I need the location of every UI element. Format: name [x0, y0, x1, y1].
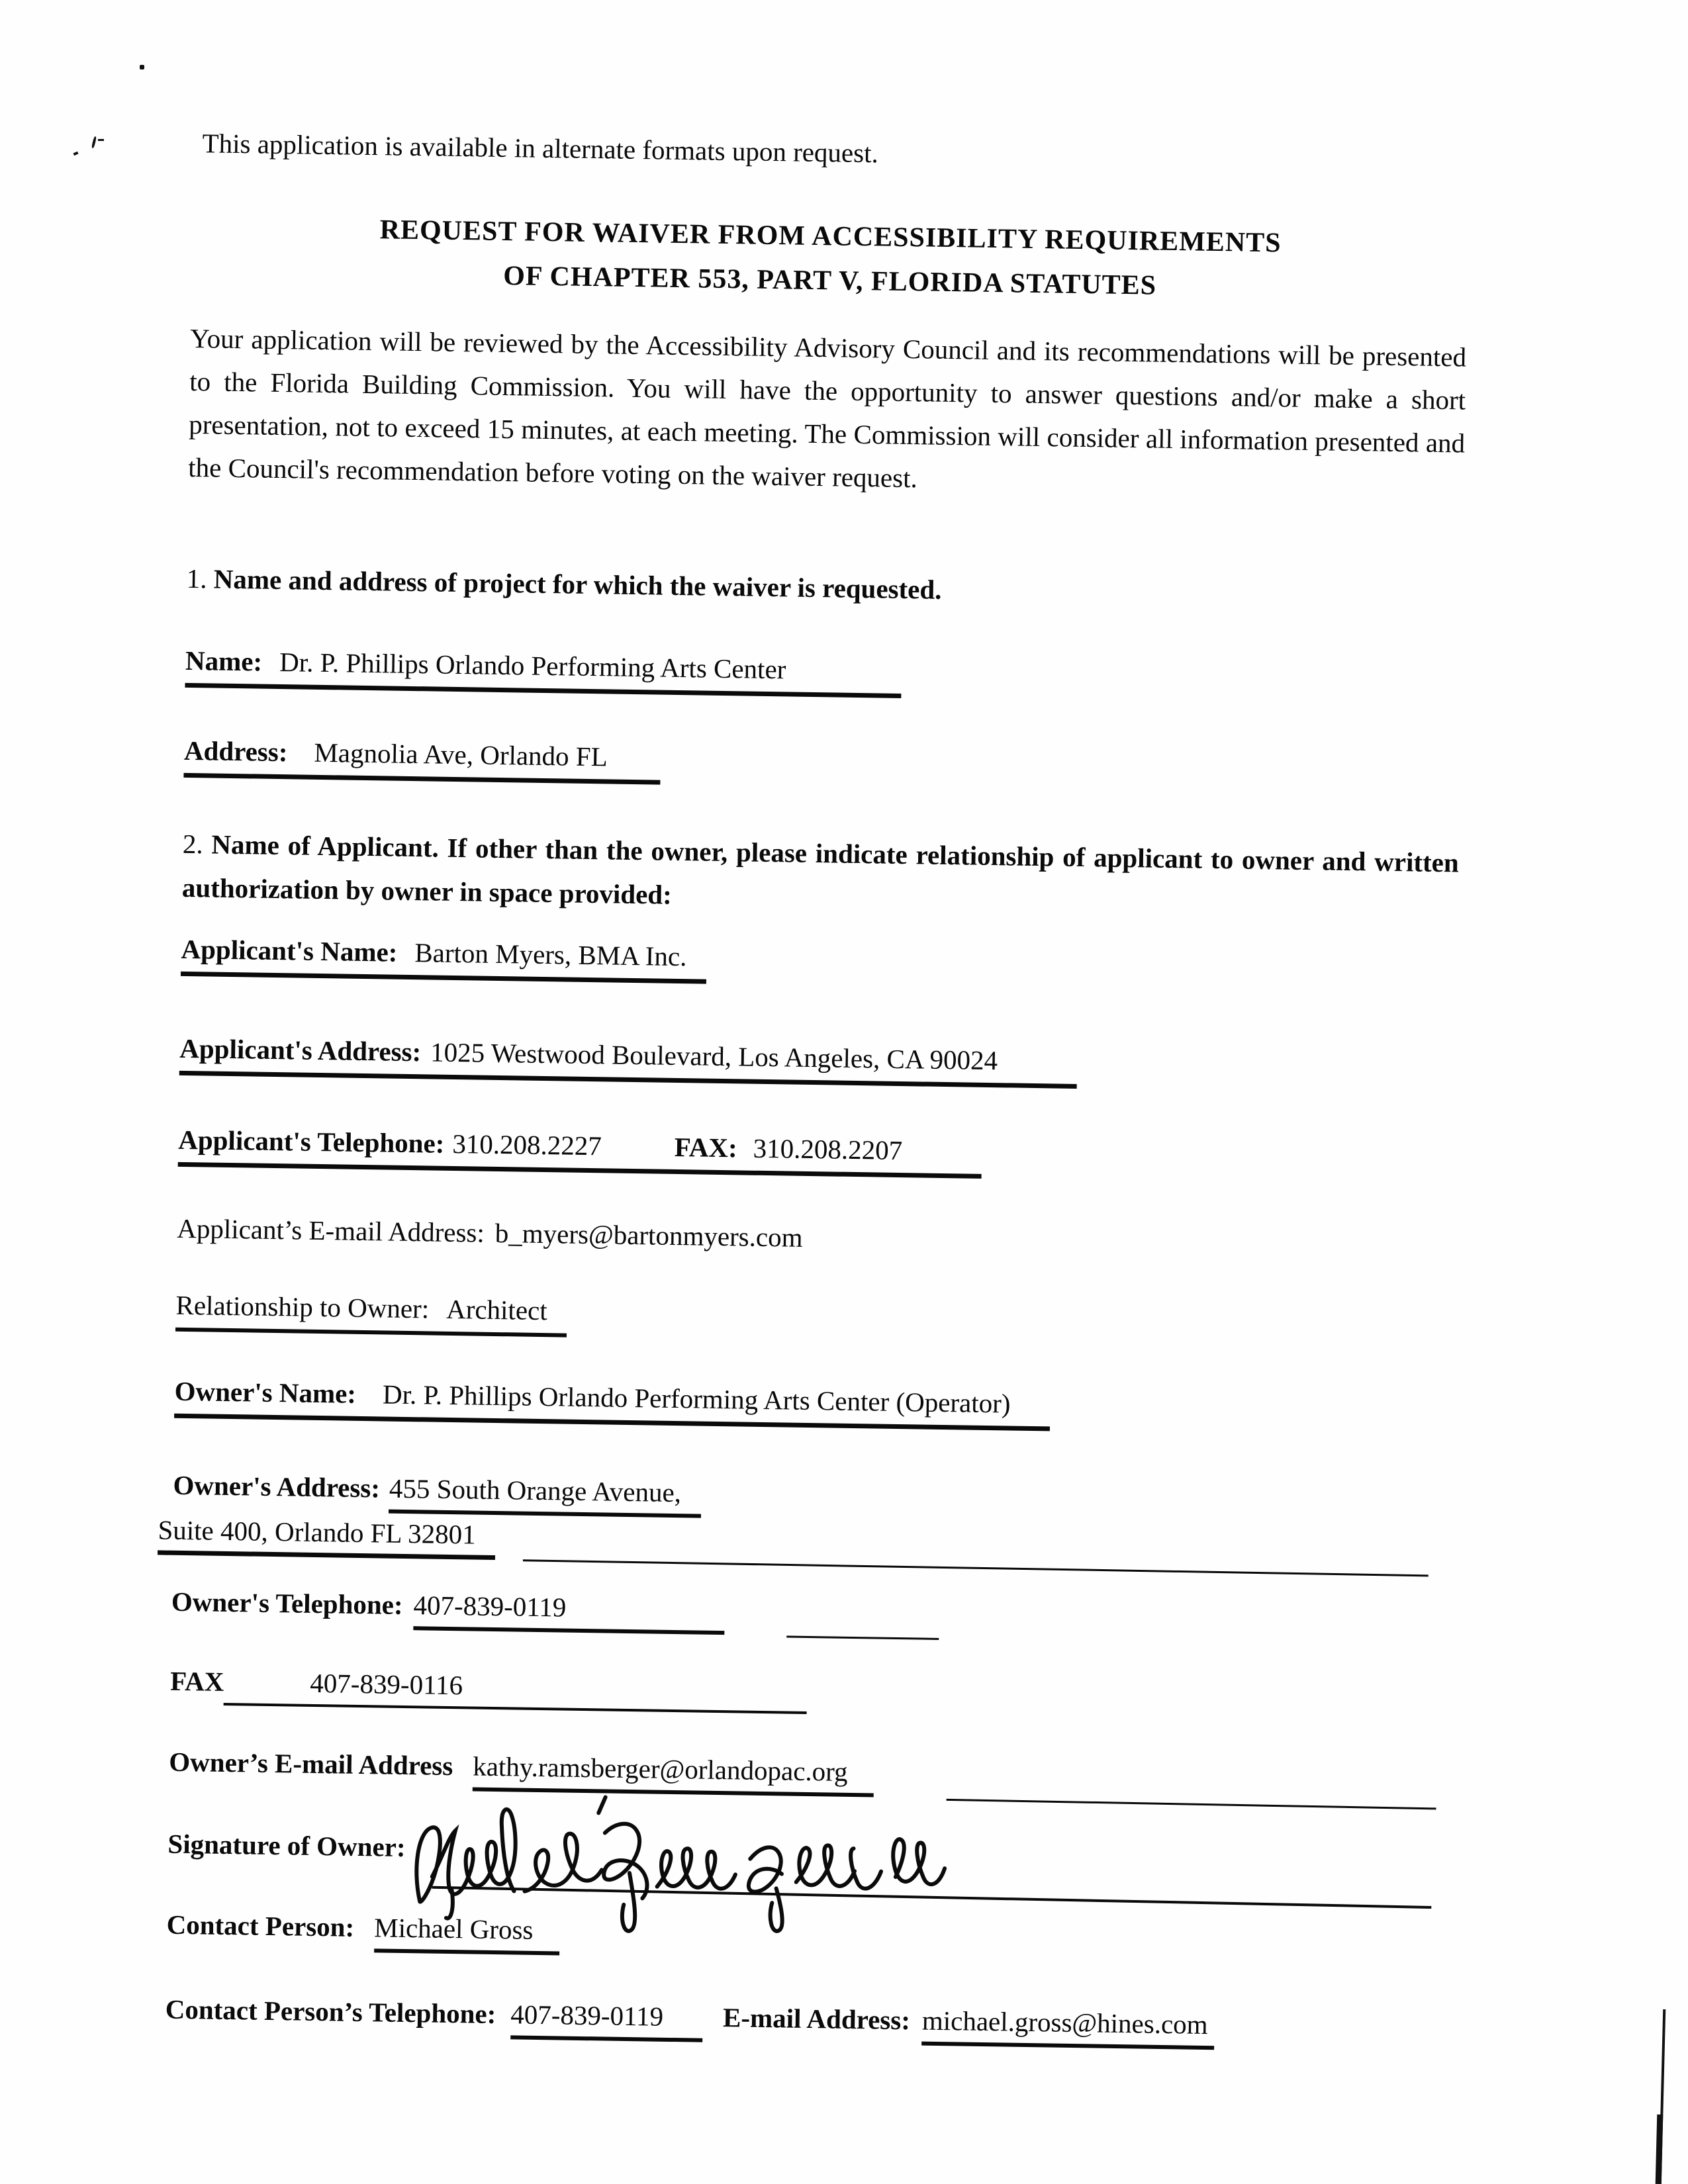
- relationship-value: Architect: [445, 1293, 548, 1326]
- owner-address-value: 455 South Orange Avenue,: [389, 1473, 701, 1518]
- form-content: [158, 127, 1472, 2138]
- project-address-value: Magnolia Ave, Orlando FL: [314, 737, 608, 772]
- section-1-number: 1.: [186, 563, 207, 594]
- applicant-email-value: b_myers@bartonmyers.com: [494, 1217, 803, 1253]
- owner-address-row: [173, 1469, 701, 1518]
- scan-speck: [73, 152, 78, 156]
- project-name-row: [185, 645, 902, 698]
- relationship-label: Relationship to Owner:: [175, 1289, 430, 1324]
- owner-fax-row: [170, 1665, 808, 1714]
- section-1-heading-text: Name and address of project for which the waiver is requested.: [213, 563, 942, 605]
- owner-fax-value: 407-839-0116: [224, 1666, 808, 1714]
- section-2-heading-text: Name of Applicant. If other than the owner, please indicate relationship of applicant to owner and written authorization by owner in space provided:: [181, 829, 1460, 910]
- owner-email-row: [169, 1746, 874, 1797]
- contact-telephone-label: Contact Person’s Telephone:: [165, 1993, 496, 2030]
- applicant-address-label: Applicant's Address:: [179, 1032, 422, 1068]
- applicant-name-row: [181, 933, 707, 984]
- contact-person-row: [166, 1909, 560, 1956]
- form-title-line1: REQUEST FOR WAIVER FROM ACCESSIBILITY REQUIREMENTS: [379, 214, 1282, 259]
- applicant-name-value: Barton Myers, BMA Inc.: [414, 937, 687, 972]
- scan-speck: [91, 136, 97, 148]
- owner-telephone-label: Owner's Telephone:: [171, 1586, 403, 1620]
- project-address-row: [183, 735, 661, 785]
- applicant-fax-label: FAX:: [674, 1131, 738, 1163]
- applicant-address-row: [179, 1032, 1078, 1089]
- applicant-email-label: Applicant’s E-mail Address:: [176, 1212, 485, 1248]
- applicant-name-label: Applicant's Name:: [181, 933, 398, 968]
- form-title-line2: OF CHAPTER 553, PART V, FLORIDA STATUTES: [502, 260, 1157, 301]
- ruled-line-extension: [786, 1636, 939, 1640]
- owner-fax-label: FAX: [169, 1665, 224, 1697]
- owner-address-label: Owner's Address:: [173, 1469, 381, 1504]
- owner-telephone-value: 407-839-0119: [413, 1589, 726, 1635]
- applicant-fax-value: 310.208.2207: [753, 1132, 903, 1166]
- owner-name-value: Dr. P. Phillips Orlando Performing Arts Center (Operator): [382, 1379, 1011, 1419]
- ruled-line-extension: [947, 1799, 1436, 1810]
- scan-speck: [140, 65, 144, 69]
- contact-email-label: E-mail Address:: [722, 2002, 911, 2036]
- ruled-line-extension: [523, 1559, 1429, 1576]
- project-name-label: Name:: [185, 645, 263, 677]
- applicant-telephone-label: Applicant's Telephone:: [177, 1124, 445, 1159]
- project-address-label: Address:: [183, 735, 288, 768]
- project-name-value: Dr. P. Phillips Orlando Performing Arts Center: [279, 647, 786, 685]
- owner-name-row: [174, 1375, 1051, 1432]
- applicant-telephone-row: [178, 1124, 982, 1179]
- form-title: [191, 205, 1470, 313]
- owner-email-value: kathy.ramsberger@orlandopac.org: [473, 1751, 874, 1797]
- contact-telephone-value: 407-839-0119: [510, 1998, 704, 2042]
- owner-email-label: Owner’s E-mail Address: [169, 1746, 453, 1782]
- contact-person-value: Michael Gross: [374, 1911, 560, 1955]
- owner-telephone-row: [171, 1586, 725, 1635]
- relationship-row: [175, 1289, 567, 1338]
- contact-telephone-row: [165, 1993, 1215, 2050]
- applicant-email-row: [177, 1212, 803, 1254]
- applicant-address-value: 1025 Westwood Boulevard, Los Angeles, CA 90024: [430, 1036, 998, 1076]
- section-1-heading: [187, 563, 942, 606]
- alternate-format-notice: This application is available in alternate formats upon request.: [202, 128, 879, 169]
- owner-name-label: Owner's Name:: [174, 1375, 357, 1409]
- intro-paragraph: Your application will be reviewed by the Accessibility Advisory Council and its recommendations will be presented to the Florida Building Commission. You will have the opportunity to answer questions and/or make a short presentation, not to exceed 15 minutes, at each meeting. The Commission will consider all information presented and the Council's recommendation before voting on the waiver request.: [188, 322, 1467, 494]
- signature-row: [167, 1828, 406, 1864]
- owner-address-value-line2: Suite 400, Orlando FL 32801: [158, 1514, 496, 1560]
- contact-email-value: michael.gross@hines.com: [921, 2005, 1215, 2050]
- scan-speck: [98, 139, 104, 141]
- contact-person-label: Contact Person:: [166, 1909, 355, 1942]
- section-2-number: 2.: [182, 828, 204, 860]
- section-2-heading: [181, 822, 1459, 929]
- scan-line-artifact: [1656, 2115, 1664, 2184]
- signature-label: Signature of Owner:: [167, 1828, 406, 1863]
- applicant-telephone-value: 310.208.2227: [452, 1128, 602, 1161]
- owner-address-line2-row: [158, 1514, 496, 1560]
